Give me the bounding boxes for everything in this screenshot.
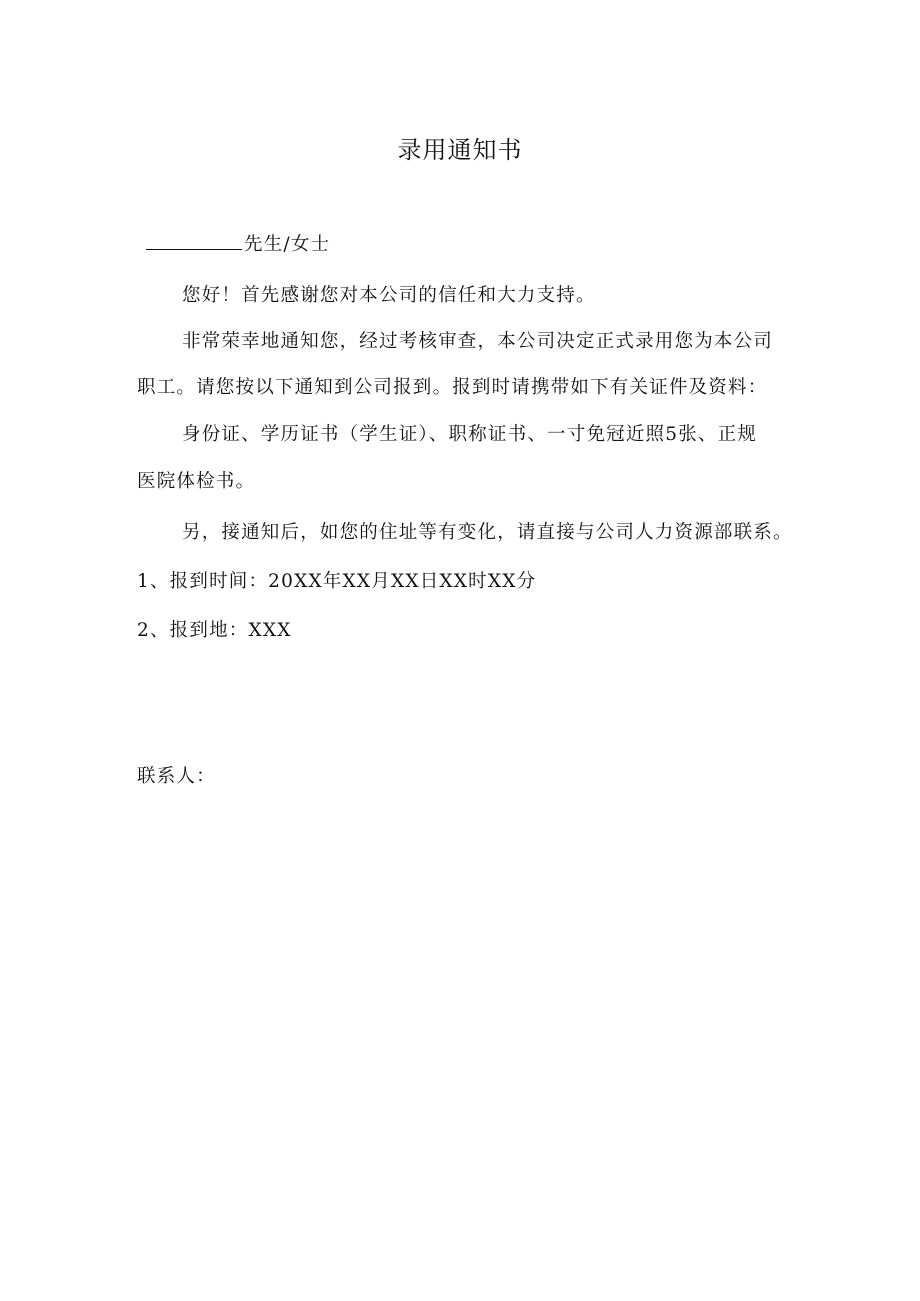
documents-paragraph-line-1: 身份证、学历证书（学生证）、职称证书、一寸免冠近照5张、正规 [182, 424, 758, 445]
notice-paragraph-line-2: 职工。请您按以下通知到公司报到。报到时请携带如下有关证件及资料： [137, 377, 768, 398]
address-change-paragraph: 另，接通知后，如您的住址等有变化，请直接与公司人力资源部联系。 [182, 522, 793, 543]
name-blank-line [146, 231, 242, 250]
salutation-suffix: 先生/女士 [244, 234, 331, 255]
notice-paragraph-line-1: 非常荣幸地通知您，经过考核审查，本公司决定正式录用您为本公司 [182, 331, 774, 352]
greeting-paragraph: 您好！首先感谢您对本公司的信任和大力支持。 [182, 285, 596, 306]
documents-paragraph-line-2: 医院体检书。 [137, 471, 256, 492]
salutation-line [146, 231, 330, 258]
report-time-item: 1、报到时间：20XX年XX月XX日XX时XX分 [137, 571, 537, 592]
contact-person-label: 联系人： [137, 766, 216, 787]
document-title: 录用通知书 [397, 136, 523, 164]
report-place-item: 2、报到地：XXX [137, 620, 292, 641]
